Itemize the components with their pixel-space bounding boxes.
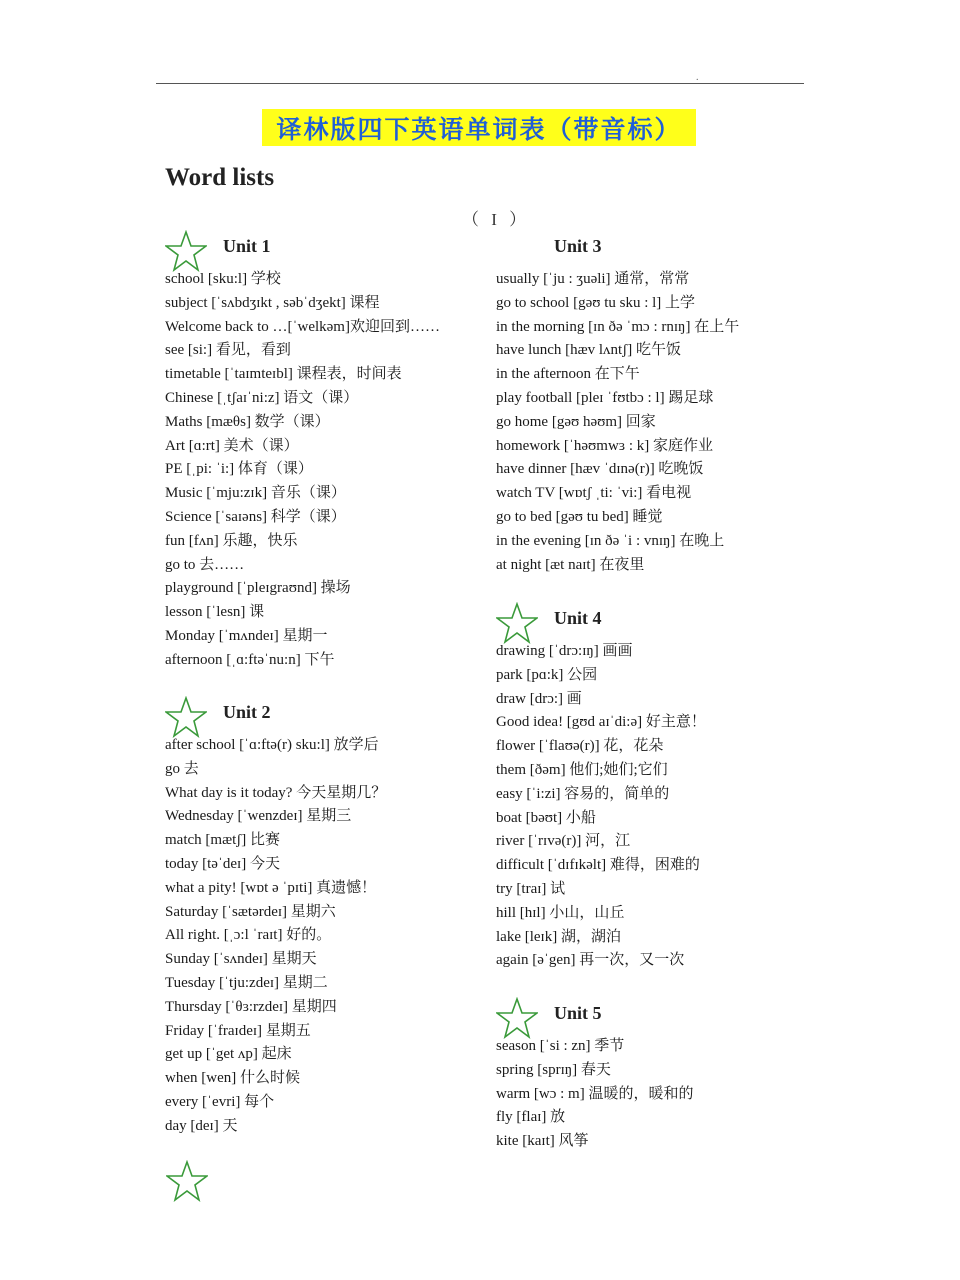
- vocab-entry: try [traɪ] 试: [496, 880, 566, 897]
- unit-4-entries: [496, 640, 706, 973]
- vocab-entry: homework [ˈhəʊmwɜ : k] 家庭作业: [496, 437, 713, 454]
- star-icon: [166, 1160, 208, 1202]
- vocab-entry: PE [ˌpi: ˈi:] 体育（课）: [165, 461, 313, 478]
- vocab-entry: day [deɪ] 天: [165, 1117, 238, 1134]
- vocab-entry: afternoon [ˌɑ:ftəˈnu:n] 下午: [165, 651, 335, 668]
- vocab-entry: when [wen] 什么时候: [165, 1070, 300, 1087]
- top-rule: [156, 83, 804, 84]
- vocab-entry: Welcome back to …[ˈwelkəm]欢迎回到……: [165, 318, 440, 335]
- vocab-entry: watch TV [wɒtʃ ˌti: ˈvi:] 看电视: [496, 485, 692, 502]
- vocab-entry: after school [ˈɑ:ftə(r) sku:l] 放学后: [165, 737, 379, 753]
- star-icon: [496, 997, 538, 1039]
- vocab-entry: have dinner [hæv ˈdɪnə(r)] 吃晚饭: [496, 461, 704, 478]
- unit-2-block: [165, 696, 386, 1139]
- vocab-entry: kite [kaɪt] 风筝: [496, 1133, 589, 1150]
- unit-3-title: Unit 3: [554, 236, 602, 256]
- vocab-entry: usually [ˈju : ʒuəli] 通常，常常: [496, 271, 690, 287]
- vocab-entry: season [ˈsi : zn] 季节: [496, 1038, 625, 1054]
- vocab-entry: Thursday [ˈθɜ:rzdeɪ] 星期四: [165, 998, 337, 1015]
- vocab-entry: go 去: [165, 760, 199, 777]
- unit-5-entries: [496, 1035, 693, 1154]
- vocab-entry: go to 去……: [165, 556, 245, 573]
- star-icon: [165, 230, 207, 272]
- page-title: 译林版四下英语单词表（带音标）: [276, 114, 682, 144]
- vocab-entry: park [pɑ:k] 公园: [496, 666, 598, 683]
- unit-1-block: [165, 230, 440, 673]
- vocab-entry: flower [ˈflaʊə(r)] 花，花朵: [496, 738, 664, 755]
- title-banner: [262, 109, 696, 146]
- vocab-entry: today [təˈdeɪ] 今天: [165, 855, 280, 872]
- unit-5-block: [496, 997, 693, 1154]
- vocab-entry: match [mætʃ] 比赛: [165, 832, 280, 849]
- vocab-entry: What day is it today? 今天星期几？: [165, 784, 387, 801]
- unit-3-block: [496, 230, 739, 577]
- vocab-entry: get up [ˈget ʌp] 起床: [165, 1046, 292, 1063]
- vocab-entry: have lunch [hæv lʌntʃ] 吃午饭: [496, 342, 681, 359]
- vocab-entry: Maths [mæθs] 数学（课）: [165, 413, 330, 430]
- vocab-entry: drawing [ˈdrɔ:ɪŋ] 画画: [496, 643, 633, 659]
- vocab-entry: go to school [gəʊ tu sku : l] 上学: [496, 294, 696, 311]
- unit-1-title: Unit 1: [223, 236, 271, 256]
- vocab-entry: Good idea! [gʊd aɪˈdi:ə] 好主意！: [496, 714, 706, 731]
- vocab-entry: every [ˈevri] 每个: [165, 1093, 275, 1110]
- vocab-entry: Tuesday [ˈtju:zdeɪ] 星期二: [165, 974, 328, 991]
- vocab-entry: at night [æt naɪt] 在夜里: [496, 556, 645, 573]
- vocab-entry: again [əˈgen] 再一次，又一次: [496, 952, 685, 969]
- vocab-entry: boat [bəʊt] 小船: [496, 809, 596, 826]
- vocab-entry: Wednesday [ˈwenzdeɪ] 星期三: [165, 808, 352, 825]
- vocab-entry: Science [ˈsaɪəns] 科学（课）: [165, 508, 346, 525]
- unit-2-title: Unit 2: [223, 702, 271, 722]
- vocab-entry: Art [ɑ:rt] 美术（课）: [165, 437, 299, 454]
- vocab-entry: what a pity! [wɒt ə ˈpɪti] 真遗憾！: [165, 879, 377, 896]
- unit-4-block: [496, 602, 706, 973]
- vocab-entry: All right. [ˌɔ:l ˈraɪt] 好的。: [165, 927, 332, 944]
- vocab-entry: lake [leɪk] 湖，湖泊: [496, 928, 621, 945]
- unit-4-title: Unit 4: [554, 608, 602, 628]
- vocab-entry: Music [ˈmju:zɪk] 音乐（课）: [165, 485, 346, 502]
- vocab-entry: play football [pleɪ ˈfʊtbɔ : l] 踢足球: [496, 389, 714, 406]
- star-icon: [496, 602, 538, 644]
- vocab-entry: hill [hɪl] 小山，山丘: [496, 904, 625, 921]
- vocab-entry: playground [ˈpleɪgraʊnd] 操场: [165, 580, 351, 597]
- vocab-entry: fly [flaɪ] 放: [496, 1109, 566, 1126]
- vocab-entry: in the evening [ɪn ðə ˈi : vnɪŋ] 在晚上: [496, 532, 725, 549]
- star-icon: [165, 696, 207, 738]
- section-mark: （ I ）: [462, 210, 531, 229]
- vocab-entry: in the morning [ɪn ðə ˈmɔ : rnɪŋ] 在上午: [496, 318, 740, 335]
- vocab-entry: school [sku:l] 学校: [165, 271, 281, 287]
- vocab-entry: go home [gəʊ həʊm] 回家: [496, 413, 656, 430]
- vocab-entry: Chinese [ˌtʃaɪˈni:z] 语文（课）: [165, 389, 359, 406]
- vocab-entry: draw [drɔ:] 画: [496, 690, 582, 707]
- vocab-entry: Sunday [ˈsʌndeɪ] 星期天: [165, 951, 317, 968]
- vocab-entry: easy [ˈi:zi] 容易的，简单的: [496, 785, 670, 802]
- vocab-entry: them [ðəm] 他们;她们;它们: [496, 761, 668, 778]
- vocab-entry: timetable [ˈtaɪmteɪbl] 课程表，时间表: [165, 366, 402, 383]
- vocab-entry: go to bed [gəʊ tu bed] 睡觉: [496, 508, 663, 525]
- vocab-entry: lesson [ˈlesn] 课: [165, 604, 265, 621]
- vocab-entry: subject [ˈsʌbdʒɪkt , səbˈdʒekt] 课程: [165, 294, 380, 311]
- vocab-entry: in the afternoon 在下午: [496, 366, 640, 383]
- vocab-entry: Saturday [ˈsætərdeɪ] 星期六: [165, 903, 336, 920]
- unit-2-entries: [165, 734, 386, 1139]
- unit-1-entries: [165, 268, 440, 673]
- vocab-entry: Friday [ˈfraɪdeɪ] 星期五: [165, 1022, 311, 1039]
- vocab-entry: difficult [ˈdɪfɪkəlt] 难得，困难的: [496, 857, 700, 874]
- vocab-entry: see [si:] 看见，看到: [165, 342, 291, 359]
- unit-3-entries: [496, 268, 739, 577]
- vocab-entry: fun [fʌn] 乐趣，快乐: [165, 532, 298, 549]
- vocab-entry: warm [wɔ : m] 温暖的，暖和的: [496, 1085, 694, 1102]
- vocab-entry: river [ˈrɪvə(r)] 河，江: [496, 833, 631, 850]
- vocab-entry: Monday [ˈmʌndeɪ] 星期一: [165, 627, 328, 644]
- word-lists-heading: Word lists: [165, 164, 275, 191]
- header-dot: .: [696, 72, 699, 83]
- vocab-entry: spring [sprɪŋ] 春天: [496, 1061, 611, 1078]
- unit-5-title: Unit 5: [554, 1003, 602, 1023]
